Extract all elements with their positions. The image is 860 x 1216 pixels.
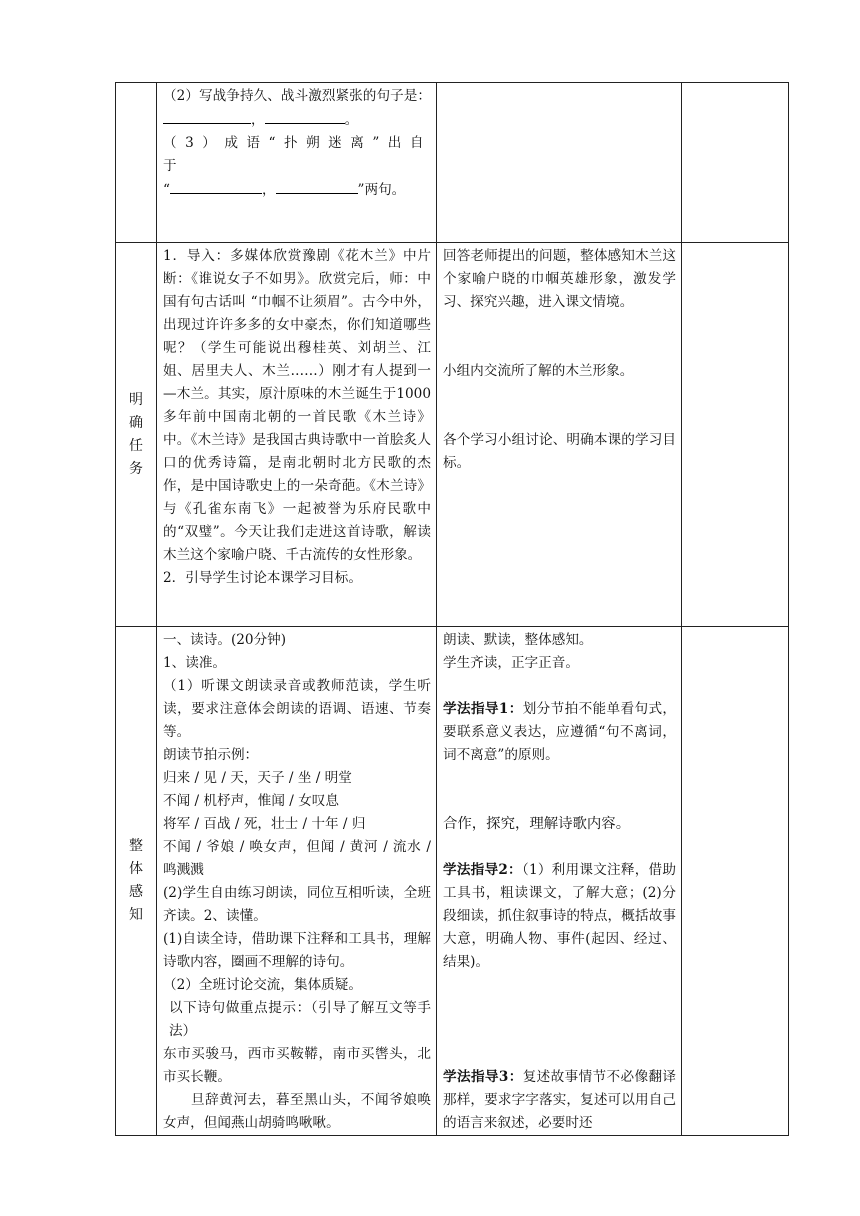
question-2-text: （2）写战争持久、战斗激烈紧张的句子是： xyxy=(163,88,431,104)
method-guide-text: 划分节拍不能单看句式，要联系意义表达，应遵循“句不离词，词不离意”的原则。 xyxy=(443,701,677,763)
question-3-text: （3）成语“扑朔迷离”出自于 xyxy=(163,135,431,174)
student-paragraph: 各个学习小组讨论、明确本课的学习目标。 xyxy=(443,432,676,471)
student-activity-cell xyxy=(437,83,682,243)
table-row-perceive xyxy=(116,627,789,1136)
method-guide-text: （1）利用课文注释，借助工具书，粗读课文，了解大意；(2)分段细读，抓住叙事诗的特点，概括故事大意，明确人物、事件(起因、经过、结果)。 xyxy=(443,862,676,970)
student-line: 朗读、默读，整体感知。 xyxy=(443,632,593,648)
period: 。 xyxy=(344,112,359,128)
row-label-empty xyxy=(116,83,157,243)
answer-blank[interactable] xyxy=(265,108,345,124)
teacher-activity-cell xyxy=(157,243,437,627)
table-row-exercises xyxy=(116,83,789,243)
table-row-task xyxy=(116,243,789,627)
student-activity-cell xyxy=(437,627,682,1136)
label-char: 明 xyxy=(129,391,143,408)
method-guide-3 xyxy=(443,1066,676,1135)
rhythm-example: 不闻 / 爷娘 / 唤女声，但闻 / 黄河 / 流水 / 鸣溅溅 xyxy=(163,839,431,878)
teacher-line: (1)自读全诗，借助课下注释和工具书，理解诗歌内容，圈画不理解的诗句。 xyxy=(163,931,431,970)
teacher-paragraph: 2．引导学生讨论本课学习目标。 xyxy=(163,570,362,586)
question-3 xyxy=(163,132,431,202)
student-line: 合作，探究，理解诗歌内容。 xyxy=(443,816,631,832)
poem-line: 旦辞黄河去，暮至黑山头，不闻爷娘唤女声，但闻燕山胡骑鸣啾啾。 xyxy=(163,1092,431,1131)
method-guide-title: 学法指导3： xyxy=(443,1069,523,1085)
student-line: 学生齐读，正字正音。 xyxy=(443,655,579,671)
quote-open: “ xyxy=(163,182,170,198)
method-guide-title: 学法指导1： xyxy=(443,701,523,717)
label-char: 务 xyxy=(129,460,143,477)
rhythm-example: 归来 / 见 / 天，天子 / 坐 / 明堂 xyxy=(163,770,352,786)
poem-line: 东市买骏马，西市买鞍鞯，南市买辔头，北市买长鞭。 xyxy=(163,1046,431,1085)
label-char: 整 xyxy=(129,838,143,854)
teacher-paragraph: 1．导入：多媒体欣赏豫剧《花木兰》中片断：《谁说女子不如男》。欣赏完后，师：中国有句古话叫 “巾帼不让须眉”。古今中外，出现过许许多多的女中豪杰，你们知道哪些呢？（学生可能说出穆桂英、刘胡兰、江姐、居里夫人、木兰……）刚才有人提到一—木兰。其实，原汁原味的木兰诞生于1000多年前中国南北朝的一首民歌《木兰诗》中。《木兰诗》是我国古典诗歌中一首脍炙人口的优秀诗篇，是南北朝时北方民歌的杰作，是中国诗歌史上的一朵奇葩。《木兰诗》与《孔雀东南飞》一起被誉为乐府民歌中的“双璧”。今天让我们走进这首诗歌，解读木兰这个家喻户晓、千古流传的女性形象。 xyxy=(163,248,431,563)
method-guide-1 xyxy=(443,698,676,767)
vertical-label xyxy=(128,835,144,927)
notes-cell xyxy=(682,243,789,627)
notes-cell xyxy=(682,627,789,1136)
student-paragraph: 回答老师提出的问题，整体感知木兰这个家喻户晓的巾帼英雄形象，激发学习、探究兴趣，进入课文情境。 xyxy=(443,248,676,310)
student-activity-cell xyxy=(437,243,682,627)
answer-blank[interactable] xyxy=(163,108,251,124)
rhythm-example: 将军 / 百战 / 死，壮士 / 十年 / 归 xyxy=(163,816,366,832)
label-char: 感 xyxy=(129,884,143,900)
notes-cell xyxy=(682,83,789,243)
label-char: 确 xyxy=(129,414,143,431)
label-char: 知 xyxy=(129,907,143,923)
row-label-perceive xyxy=(116,627,157,1136)
answer-blank[interactable] xyxy=(170,178,262,194)
lesson-plan-table xyxy=(115,82,789,1136)
teacher-line: 以下诗句做重点提示：（引导了解互文等手法） xyxy=(169,1000,431,1039)
answer-blank[interactable] xyxy=(276,178,358,194)
row-label-task xyxy=(116,243,157,627)
teacher-line: 朗读节拍示例： xyxy=(163,747,259,763)
separator: ， xyxy=(261,182,276,198)
vertical-label xyxy=(128,389,144,481)
label-char: 体 xyxy=(129,861,143,877)
label-char: 任 xyxy=(129,437,143,454)
teacher-line: 1、读准。 xyxy=(163,655,227,671)
teacher-line: （1）听课文朗读录音或教师范读，学生听读，要求注意体会朗读的语调、语速、节奏等。 xyxy=(163,678,431,740)
rhythm-example: 不闻 / 机杼声，惟闻 / 女叹息 xyxy=(163,793,339,809)
teacher-activity-cell xyxy=(157,627,437,1136)
method-guide-2 xyxy=(443,859,676,974)
exercise-cell xyxy=(157,83,437,243)
question-2 xyxy=(163,85,431,132)
method-guide-text: 复述故事情节不必像翻译那样，要求字字落实，复述可以用自己的语言来叙述，必要时还 xyxy=(443,1069,677,1131)
teacher-line: （2）全班讨论交流，集体质疑。 xyxy=(163,977,362,993)
teacher-line: 一、读诗。(20分钟) xyxy=(163,632,287,648)
method-guide-title: 学法指导2： xyxy=(443,862,522,878)
teacher-line: (2)学生自由练习朗读，同位互相听读，全班齐读。2、读懂。 xyxy=(163,885,431,924)
separator: ， xyxy=(251,112,265,128)
student-paragraph: 小组内交流所了解的木兰形象。 xyxy=(443,363,634,379)
quote-close: ”两句。 xyxy=(357,182,406,198)
